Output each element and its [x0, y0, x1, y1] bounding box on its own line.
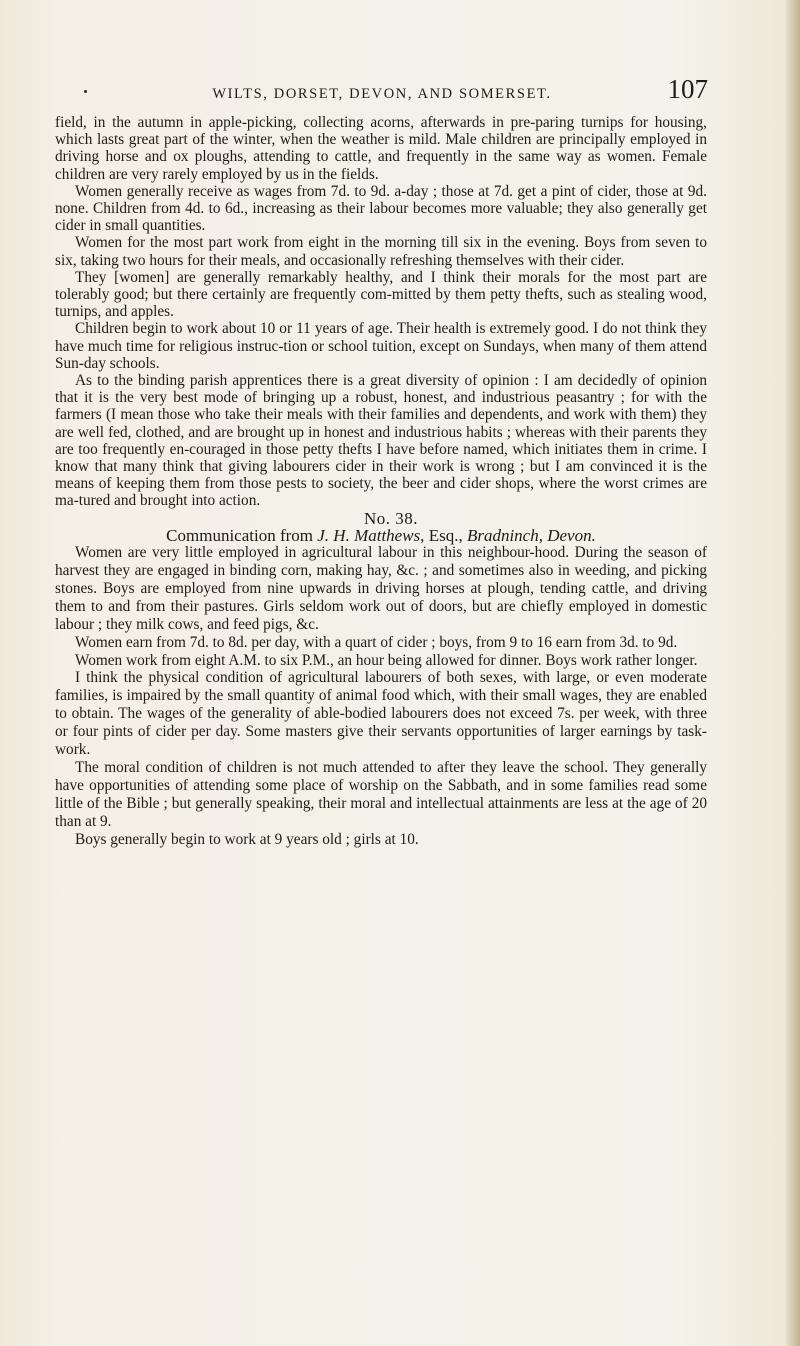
paragraph-6: As to the binding parish apprentices there is a great diversity of opinion : I am decidedly of opinion that it is the very best mode of bringing up a robust, honest, and industrious peasantry ; for with the farmers (I mean those who take their meals with their families and dependents, and work with them) they are well fed, clothed, and are brought up in honest and industrious habits ; whereas with their parents they are too frequently en-couraged in those petty thefts I have before named, which initiates them in crime. I know that many think that giving labourers cider in their work is wrong ; but I am convinced it is the means of keeping them from those pests to society, the beer and cider shops, where the worst crimes are ma-tured and brought into action. — [55, 372, 707, 510]
communication-suffix: Esq., — [428, 525, 463, 545]
section-38-body — [55, 544, 707, 848]
paragraph-4: They [women] are generally remarkably healthy, and I think their morals for the most part are tolerably good; but there certainly are frequently com-mitted by them petty thefts, such as stealing wood, turnips, and apples. — [55, 268, 707, 321]
page-edge — [786, 0, 800, 1346]
running-head: WILTS, DORSET, DEVON, AND SOMERSET. — [212, 86, 552, 102]
paragraph-2: Women generally receive as wages from 7d. to 9d. a-day ; those at 7d. get a pint of cider, those at 9d. none. Children from 4d. to 6d., increasing as their labour becomes more valuable; they also generally get cider in small quantities. — [55, 182, 707, 235]
page-number: 107 — [667, 74, 708, 104]
communication-author: J. H. Matthews, — [317, 525, 425, 545]
paragraph-5: Children begin to work about 10 or 11 years of age. Their health is extremely good. I do not think they have much time for religious instruc-tion or school tuition, except on Sundays, when many of them attend Sun-day schools. — [55, 320, 707, 372]
communication-place: Bradninch, Devon. — [466, 525, 596, 545]
paragraph-11: The moral condition of children is not much attended to after they leave the school. They generally have opportunities of attending some place of worship on the Sabbath, and in some families read some little of the Bible ; but generally speaking, their moral and intellectual attainments are less at the age of 20 than at 9. — [55, 758, 707, 830]
page-body — [55, 114, 707, 848]
paragraph-1: field, in the autumn in apple-picking, collecting acorns, afterwards in pre-paring turnips for housing, which lasts great part of the winter, when the weather is mild. Male children are principally employed in driving horse and ox ploughs, attending to cattle, and frequently in the same way as women. Female children are very rarely employed by us in the fields. — [55, 114, 707, 183]
paragraph-8: Women earn from 7d. to 8d. per day, with a quart of cider ; boys, from 9 to 16 earn from 3d. to 9d. — [75, 633, 678, 651]
paragraph-7: Women are very little employed in agricultural labour in this neighbour-hood. During the season of harvest they are engaged in binding corn, making hay, &c. ; and sometimes also in weeding, and picking stones. Boys are employed from nine upwards in driving horses at plough, tending cattle, and driving them to and from their pastures. Girls seldom work out of doors, but are chiefly employed in domestic labour ; they milk cows, and feed pigs, &c. — [55, 544, 707, 633]
paragraph-10: I think the physical condition of agricultural labourers of both sexes, with large, or even moderate families, is impaired by the small quantity of animal food which, with their small wages, they are enabled to obtain. The wages of the generality of able-bodied labourers does not exceed 7s. per week, with three or four pints of cider per day. Some masters give their servants opportunities of larger earnings by task-work. — [55, 669, 707, 759]
communication-heading — [55, 527, 707, 544]
paragraph-3: Women for the most part work from eight in the morning till six in the evening. Boys from seven to six, taking two hours for their meals, and occasionally refreshing themselves with their cider. — [55, 234, 707, 269]
section-number: No. 38. — [363, 508, 419, 528]
communication-prefix: Communication from — [166, 525, 313, 545]
paragraph-9: Women work from eight A.M. to six P.M., an hour being allowed for dinner. Boys work rather longer. — [75, 651, 698, 669]
page-header — [56, 76, 708, 106]
paragraph-12: Boys generally begin to work at 9 years old ; girls at 10. — [75, 830, 419, 848]
